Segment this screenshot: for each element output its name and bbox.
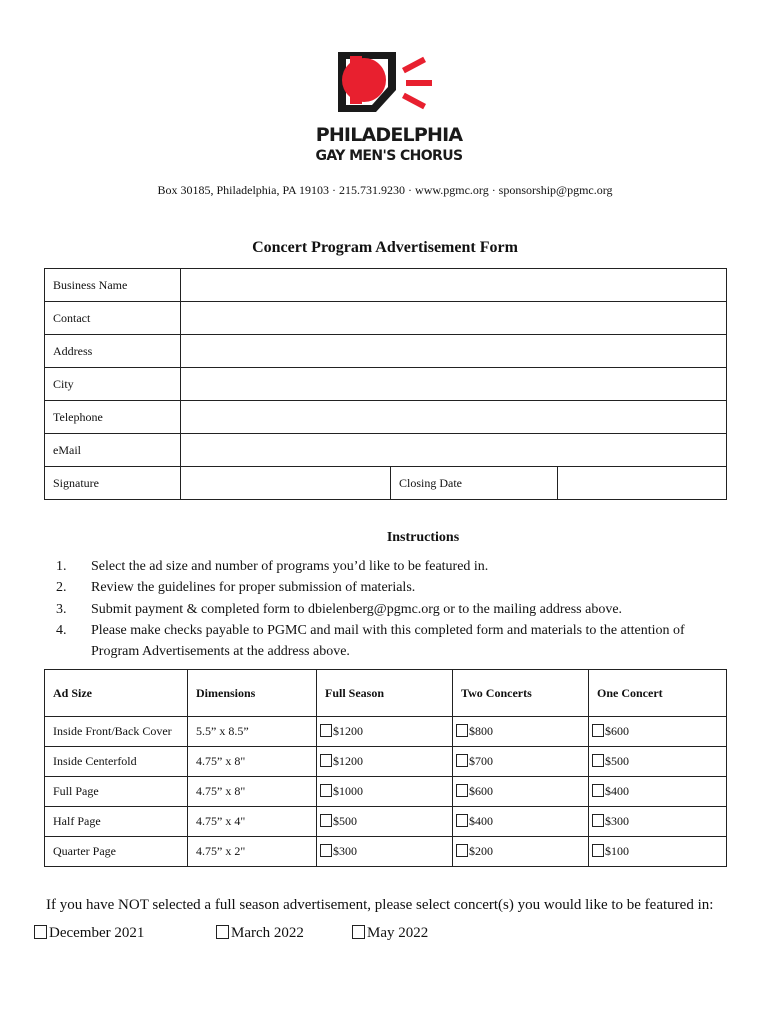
ad-size-cell: Half Page bbox=[45, 807, 188, 837]
full-season-option[interactable] bbox=[317, 777, 453, 807]
logo-name-line1: PHILADELPHIA bbox=[315, 124, 463, 146]
price-label: $1000 bbox=[333, 784, 363, 798]
price-label: $1200 bbox=[333, 754, 363, 768]
instruction-text: Select the ad size and number of programs you’d like to be featured in. bbox=[91, 559, 489, 574]
full-season-option[interactable] bbox=[317, 747, 453, 777]
checkbox-icon[interactable] bbox=[34, 925, 47, 939]
two-concerts-option[interactable] bbox=[453, 777, 589, 807]
full-season-option[interactable] bbox=[317, 717, 453, 747]
concert-option-label: May 2022 bbox=[367, 925, 429, 941]
price-label: $200 bbox=[469, 844, 493, 858]
header-ad-size: Ad Size bbox=[45, 670, 188, 717]
ad-size-cell: Quarter Page bbox=[45, 837, 188, 867]
checkbox-icon[interactable] bbox=[320, 844, 332, 857]
table-row bbox=[45, 747, 727, 777]
price-label: $400 bbox=[469, 814, 493, 828]
checkbox-icon[interactable] bbox=[592, 724, 604, 737]
pricing-header-row bbox=[45, 670, 727, 717]
concert-option-may[interactable] bbox=[352, 925, 428, 942]
dimensions-cell: 4.75” x 2" bbox=[188, 837, 317, 867]
checkbox-icon[interactable] bbox=[352, 925, 365, 939]
ad-pricing-table bbox=[44, 669, 727, 867]
price-label: $600 bbox=[469, 784, 493, 798]
concert-option-label: December 2021 bbox=[49, 925, 145, 941]
header-dimensions: Dimensions bbox=[188, 670, 317, 717]
instructions-title: Instructions bbox=[386, 530, 460, 545]
price-label: $700 bbox=[469, 754, 493, 768]
checkbox-icon[interactable] bbox=[320, 784, 332, 797]
contact-address-line: Box 30185, Philadelphia, PA 19103 · 215.731.9230 · www.pgmc.org · sponsorship@pgmc.org bbox=[157, 183, 613, 197]
instruction-text: Review the guidelines for proper submission of materials. bbox=[91, 580, 416, 596]
telephone-label: Telephone bbox=[45, 401, 181, 434]
instruction-number: 1. bbox=[56, 559, 67, 574]
concert-select-prompt: If you have NOT selected a full season advertisement, please select concert(s) you would like to be featured in: bbox=[46, 897, 714, 913]
header-two-concerts: Two Concerts bbox=[453, 670, 589, 717]
contact-field[interactable] bbox=[181, 302, 727, 335]
header-full-season: Full Season bbox=[317, 670, 453, 717]
signature-field[interactable] bbox=[181, 467, 391, 500]
two-concerts-option[interactable] bbox=[453, 747, 589, 777]
checkbox-icon[interactable] bbox=[456, 724, 468, 737]
address-label: Address bbox=[45, 335, 181, 368]
instruction-text: Please make checks payable to PGMC and mail with this completed form and materials to the attention of Program Advertisements at the address above. bbox=[91, 622, 685, 660]
two-concerts-option[interactable] bbox=[453, 837, 589, 867]
telephone-field[interactable] bbox=[181, 401, 727, 434]
instruction-item bbox=[56, 577, 736, 598]
one-concert-option[interactable] bbox=[589, 777, 727, 807]
dimensions-cell: 4.75” x 8" bbox=[188, 747, 317, 777]
closing-date-field[interactable] bbox=[558, 467, 727, 500]
checkbox-icon[interactable] bbox=[320, 814, 332, 827]
one-concert-option[interactable] bbox=[589, 747, 727, 777]
checkbox-icon[interactable] bbox=[216, 925, 229, 939]
business-info-table bbox=[44, 268, 727, 500]
checkbox-icon[interactable] bbox=[456, 844, 468, 857]
price-label: $1200 bbox=[333, 724, 363, 738]
instruction-text: Submit payment & completed form to dbielenberg@pgmc.org or to the mailing address above. bbox=[91, 601, 623, 617]
address-field[interactable] bbox=[181, 335, 727, 368]
pgmc-logo bbox=[314, 50, 464, 168]
one-concert-option[interactable] bbox=[589, 837, 727, 867]
price-label: $600 bbox=[605, 724, 629, 738]
address-row bbox=[45, 335, 727, 368]
email-field[interactable] bbox=[181, 434, 727, 467]
concert-option-december[interactable] bbox=[34, 925, 144, 942]
form-title: Concert Program Advertisement Form bbox=[252, 239, 518, 256]
price-label: $300 bbox=[333, 844, 357, 858]
checkbox-icon[interactable] bbox=[456, 814, 468, 827]
signature-row bbox=[45, 467, 727, 500]
city-field[interactable] bbox=[181, 368, 727, 401]
instruction-number: 2. bbox=[56, 580, 67, 596]
business-name-field[interactable] bbox=[181, 269, 727, 302]
ad-size-cell: Inside Centerfold bbox=[45, 747, 188, 777]
table-row bbox=[45, 777, 727, 807]
instruction-number: 3. bbox=[56, 601, 67, 617]
checkbox-icon[interactable] bbox=[592, 814, 604, 827]
concert-option-label: March 2022 bbox=[231, 925, 304, 941]
two-concerts-option[interactable] bbox=[453, 717, 589, 747]
checkbox-icon[interactable] bbox=[320, 724, 332, 737]
logo-name-line2: GAY MEN'S CHORUS bbox=[315, 148, 463, 164]
signature-label: Signature bbox=[45, 467, 181, 500]
dimensions-cell: 5.5” x 8.5” bbox=[188, 717, 317, 747]
checkbox-icon[interactable] bbox=[592, 784, 604, 797]
ad-size-cell: Inside Front/Back Cover bbox=[45, 717, 188, 747]
contact-row bbox=[45, 302, 727, 335]
header-one-concert: One Concert bbox=[589, 670, 727, 717]
price-label: $500 bbox=[605, 754, 629, 768]
telephone-row bbox=[45, 401, 727, 434]
full-season-option[interactable] bbox=[317, 837, 453, 867]
city-row bbox=[45, 368, 727, 401]
checkbox-icon[interactable] bbox=[592, 844, 604, 857]
dimensions-cell: 4.75” x 4" bbox=[188, 807, 317, 837]
two-concerts-option[interactable] bbox=[453, 807, 589, 837]
instructions-list bbox=[56, 556, 736, 662]
contact-label: Contact bbox=[45, 302, 181, 335]
instruction-item bbox=[56, 599, 736, 620]
checkbox-icon[interactable] bbox=[320, 754, 332, 767]
price-label: $100 bbox=[605, 844, 629, 858]
checkbox-icon[interactable] bbox=[592, 754, 604, 767]
table-row bbox=[45, 717, 727, 747]
instruction-number: 4. bbox=[56, 622, 67, 638]
email-label: eMail bbox=[45, 434, 181, 467]
closing-date-label: Closing Date bbox=[391, 467, 558, 500]
price-label: $500 bbox=[333, 814, 357, 828]
table-row bbox=[45, 807, 727, 837]
city-label: City bbox=[45, 368, 181, 401]
instruction-item bbox=[56, 620, 736, 663]
price-label: $300 bbox=[605, 814, 629, 828]
business-name-label: Business Name bbox=[45, 269, 181, 302]
pgmc-logo-icon bbox=[336, 50, 456, 120]
ad-size-cell: Full Page bbox=[45, 777, 188, 807]
concert-option-march[interactable] bbox=[216, 925, 304, 942]
checkbox-icon[interactable] bbox=[456, 784, 468, 797]
instruction-item bbox=[56, 556, 736, 577]
one-concert-option[interactable] bbox=[589, 807, 727, 837]
checkbox-icon[interactable] bbox=[456, 754, 468, 767]
price-label: $800 bbox=[469, 724, 493, 738]
price-label: $400 bbox=[605, 784, 629, 798]
one-concert-option[interactable] bbox=[589, 717, 727, 747]
business-name-row bbox=[45, 269, 727, 302]
full-season-option[interactable] bbox=[317, 807, 453, 837]
email-row bbox=[45, 434, 727, 467]
dimensions-cell: 4.75” x 8" bbox=[188, 777, 317, 807]
table-row bbox=[45, 837, 727, 867]
